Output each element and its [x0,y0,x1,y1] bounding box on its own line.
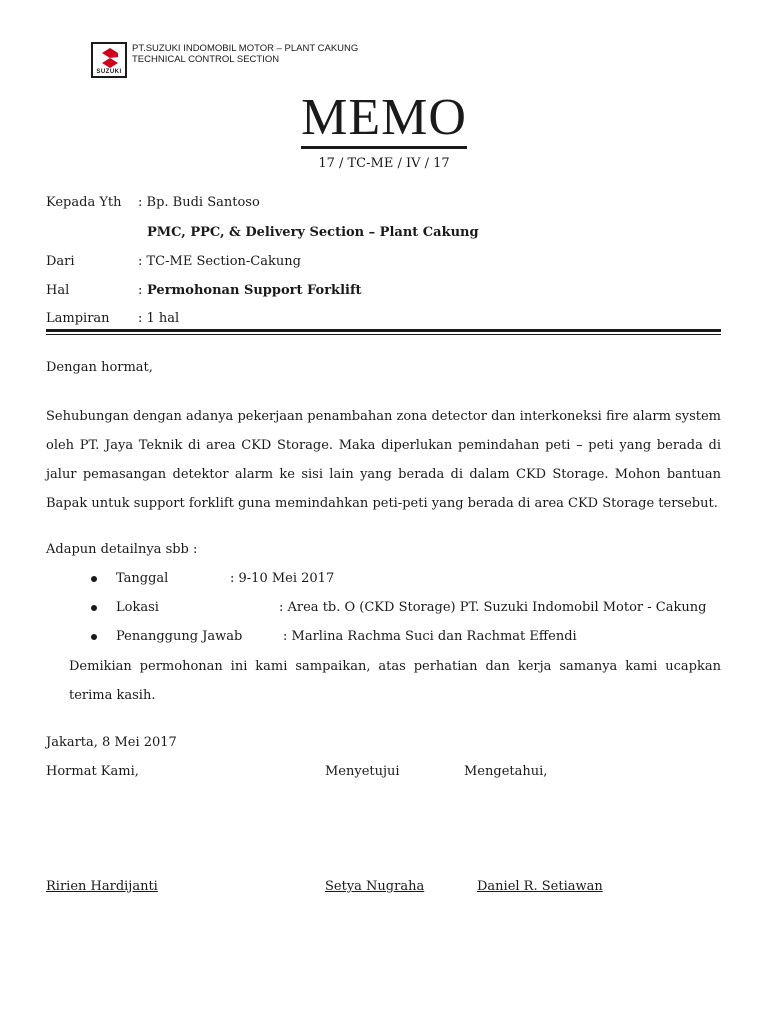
place-date: Jakarta, 8 Mei 2017 [46,735,177,750]
attachment-value: : 1 hal [138,311,180,326]
from-value: : TC-ME Section-Cakung [138,254,301,269]
body-paragraph: Sehubungan dengan adanya pekerjaan penambahan zona detector dan interkoneksi fire alarm system oleh PT. Jaya Teknik di area CKD Storage. Maka diperlukan pemindahan peti – peti yang berada di jalur pemasangan detektor alarm ke sisi lain yang berada di dalam CKD Storage. Mohon bantuan Bapak untuk support forklift guna memindahkan peti-peti yang berada di area CKD Storage tersebut. [46,409,721,511]
greeting: Dengan hormat, [46,360,153,375]
details-intro: Adapun detailnya sbb : [46,542,198,557]
header-divider-thin [46,334,721,335]
bullet-icon [91,576,97,582]
detail-value-location: : Area tb. O (CKD Storage) PT. Suzuki Indomobil Motor - Cakung [279,600,707,615]
detail-value-pic: : Marlina Rachma Suci dan Rachmat Effendi [283,629,577,644]
signatory-left: Ririen Hardijanti [46,879,158,894]
closing-paragraph: Demikian permohonan ini kami sampaikan, atas perhatian dan kerja samanya kami ucapkan terima kasih. [69,659,721,703]
memo-title: MEMO [0,88,768,147]
to-department: PMC, PPC, & Delivery Section – Plant Cakung [147,225,479,240]
bullet-icon [91,634,97,640]
to-value: : Bp. Budi Santoso [138,195,260,210]
detail-label-pic: Penanggung Jawab [116,629,243,644]
subject-label: Hal [46,283,70,298]
signature-heading-middle: Menyetujui [325,764,400,779]
detail-label-location: Lokasi [116,600,159,615]
suzuki-logo [91,42,127,78]
attachment-label: Lampiran [46,311,110,326]
bullet-icon [91,605,97,611]
to-label: Kepada Yth [46,195,122,210]
detail-value-date: : 9-10 Mei 2017 [230,571,335,586]
signatory-right: Daniel R. Setiawan [477,879,603,894]
subject-colon: : [138,283,143,298]
signature-heading-left: Hormat Kami, [46,764,139,779]
from-label: Dari [46,254,75,269]
suzuki-s-icon [99,47,121,69]
company-name: PT.SUZUKI INDOMOBIL MOTOR – PLANT CAKUNG [132,43,359,54]
document-number: 17 / TC-ME / IV / 17 [318,156,450,171]
signatory-middle: Setya Nugraha [325,879,425,894]
subject-value: Permohonan Support Forklift [147,283,362,298]
logo-wordmark: SUZUKI [96,69,122,75]
signature-heading-right: Mengetahui, [464,764,548,779]
section-name: TECHNICAL CONTROL SECTION [132,54,280,65]
detail-label-date: Tanggal [116,571,169,586]
header-divider-thick [46,329,721,332]
